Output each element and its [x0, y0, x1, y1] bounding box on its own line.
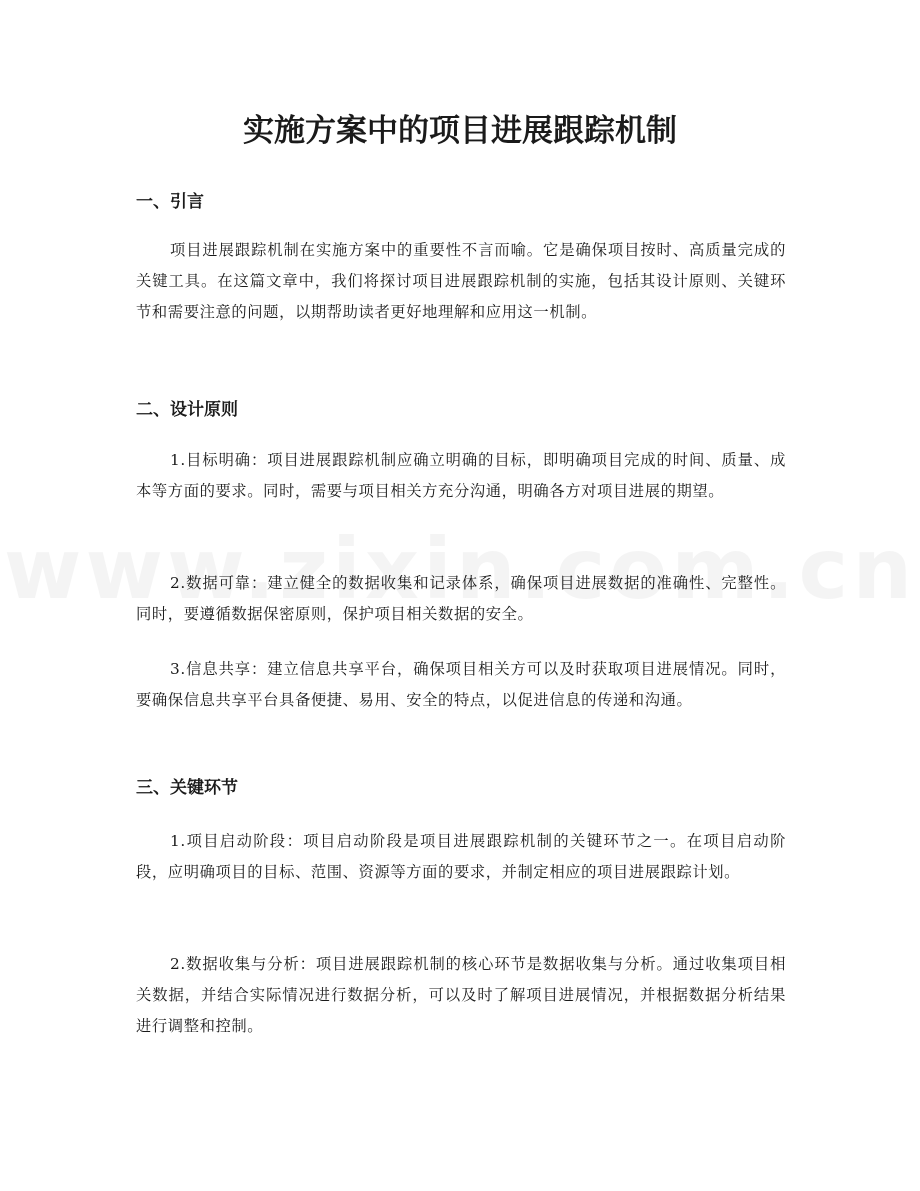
paragraph: 1.项目启动阶段：项目启动阶段是项目进展跟踪机制的关键环节之一。在项目启动阶段，应明确项目的目标、范围、资源等方面的要求，并制定相应的项目进展跟踪计划。	[136, 832, 786, 881]
paragraph: 2.数据收集与分析：项目进展跟踪机制的核心环节是数据收集与分析。通过收集项目相关数据，并结合实际情况进行数据分析，可以及时了解项目进展情况，并根据数据分析结果进行调整和控制。	[136, 955, 786, 1035]
section-heading-design-principles: 二、设计原则	[136, 400, 238, 420]
paragraph: 2.数据可靠：建立健全的数据收集和记录体系，确保项目进展数据的准确性、完整性。同时，要遵循数据保密原则，保护项目相关数据的安全。	[136, 574, 786, 623]
paragraph: 1.目标明确：项目进展跟踪机制应确立明确的目标，即明确项目完成的时间、质量、成本等方面的要求。同时，需要与项目相关方充分沟通，明确各方对项目进展的期望。	[136, 451, 786, 500]
page-title: 实施方案中的项目进展跟踪机制	[243, 113, 677, 149]
section-heading-introduction: 一、引言	[136, 192, 204, 212]
section-heading-key-stages: 三、关键环节	[136, 778, 238, 798]
paragraph: 3.信息共享：建立信息共享平台，确保项目相关方可以及时获取项目进展情况。同时，要确保信息共享平台具备便捷、易用、安全的特点，以促进信息的传递和沟通。	[136, 660, 786, 709]
paragraph: 项目进展跟踪机制在实施方案中的重要性不言而喻。它是确保项目按时、高质量完成的关键工具。在这篇文章中，我们将探讨项目进展跟踪机制的实施，包括其设计原则、关键环节和需要注意的问题，以期帮助读者更好地理解和应用这一机制。	[136, 241, 786, 321]
